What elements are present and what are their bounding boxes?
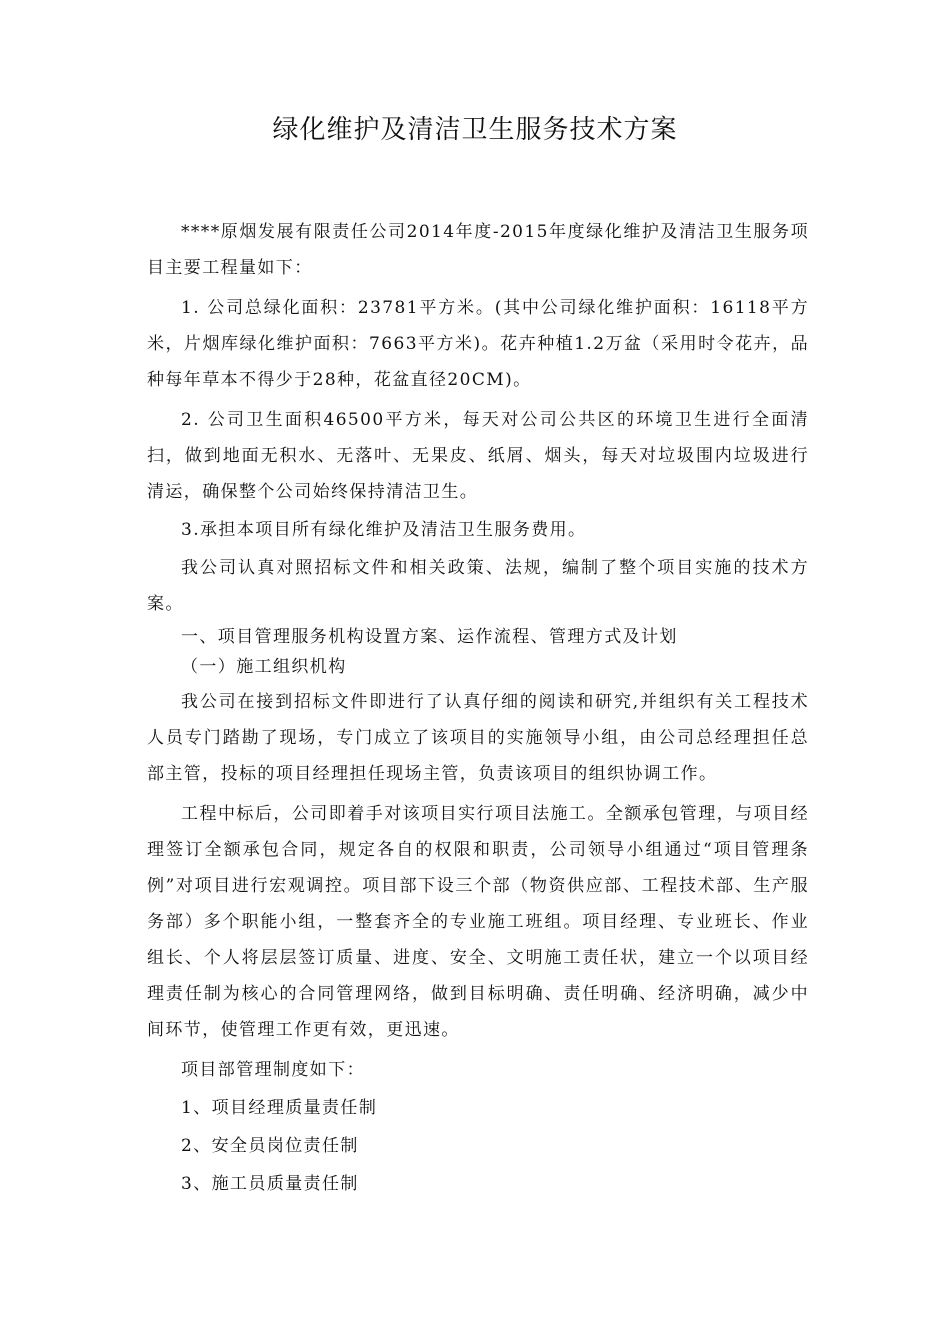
item-2-paragraph: 2. 公司卫生面积46500平方米，每天对公司公共区的环境卫生进行全面清扫，做到地面无积水、无落叶、无果皮、纸屑、烟头，每天对垃圾围内垃圾进行清运，确保整个公司始终保持清洁卫生。: [147, 410, 809, 502]
section-heading-1: 一、项目管理服务机构设置方案、运作流程、管理方式及计划: [181, 627, 678, 647]
document-title: 绿化维护及清洁卫生服务技术方案: [272, 115, 678, 145]
rules-intro-paragraph: 项目部管理制度如下：: [181, 1060, 365, 1080]
plan-intro-paragraph: 我公司认真对照招标文件和相关政策、法规，编制了整个项目实施的技术方案。: [147, 558, 809, 614]
list-item: 1、项目经理质量责任制: [181, 1098, 378, 1118]
intro-paragraph: ****原烟发展有限责任公司2014年度-2015年度绿化维护及清洁卫生服务项目主要工程量如下：: [147, 222, 809, 278]
list-item: 2、安全员岗位责任制: [181, 1136, 359, 1156]
subsection-heading-1: （一）施工组织机构: [181, 657, 347, 677]
item-1-paragraph: 1. 公司总绿化面积：23781平方米。(其中公司绿化维护面积：16118平方米，片烟库绿化维护面积：7663平方米)。花卉种植1.2万盆（采用时令花卉，品种每年草本不得少于28种，花盆直径20CM)。: [147, 298, 809, 390]
list-item: 3、施工员质量责任制: [181, 1174, 359, 1194]
management-paragraph: 工程中标后，公司即着手对该项目实行项目法施工。全额承包管理，与项目经理签订全额承包合同，规定各自的权限和职责，公司领导小组通过“项目管理条例”对项目进行宏观调控。项目部下设三个部（物资供应部、工程技术部、生产服务部）多个职能小组，一整套齐全的专业施工班组。项目经理、专业班长、作业组长、个人将层层签订质量、进度、安全、文明施工责任状，建立一个以项目经理责任制为核心的合同管理网络，做到目标明确、责任明确、经济明确，减少中间环节，使管理工作更有效，更迅速。: [147, 804, 809, 1040]
document-body: [147, 214, 809, 1202]
organization-paragraph: 我公司在接到招标文件即进行了认真仔细的阅读和研究,并组织有关工程技术人员专门踏勘了现场，专门成立了该项目的实施领导小组，由公司总经理担任总部主管，投标的项目经理担任现场主管，负责该项目的组织协调工作。: [147, 692, 809, 784]
item-3-paragraph: 3.承担本项目所有绿化维护及清洁卫生服务费用。: [181, 520, 587, 540]
